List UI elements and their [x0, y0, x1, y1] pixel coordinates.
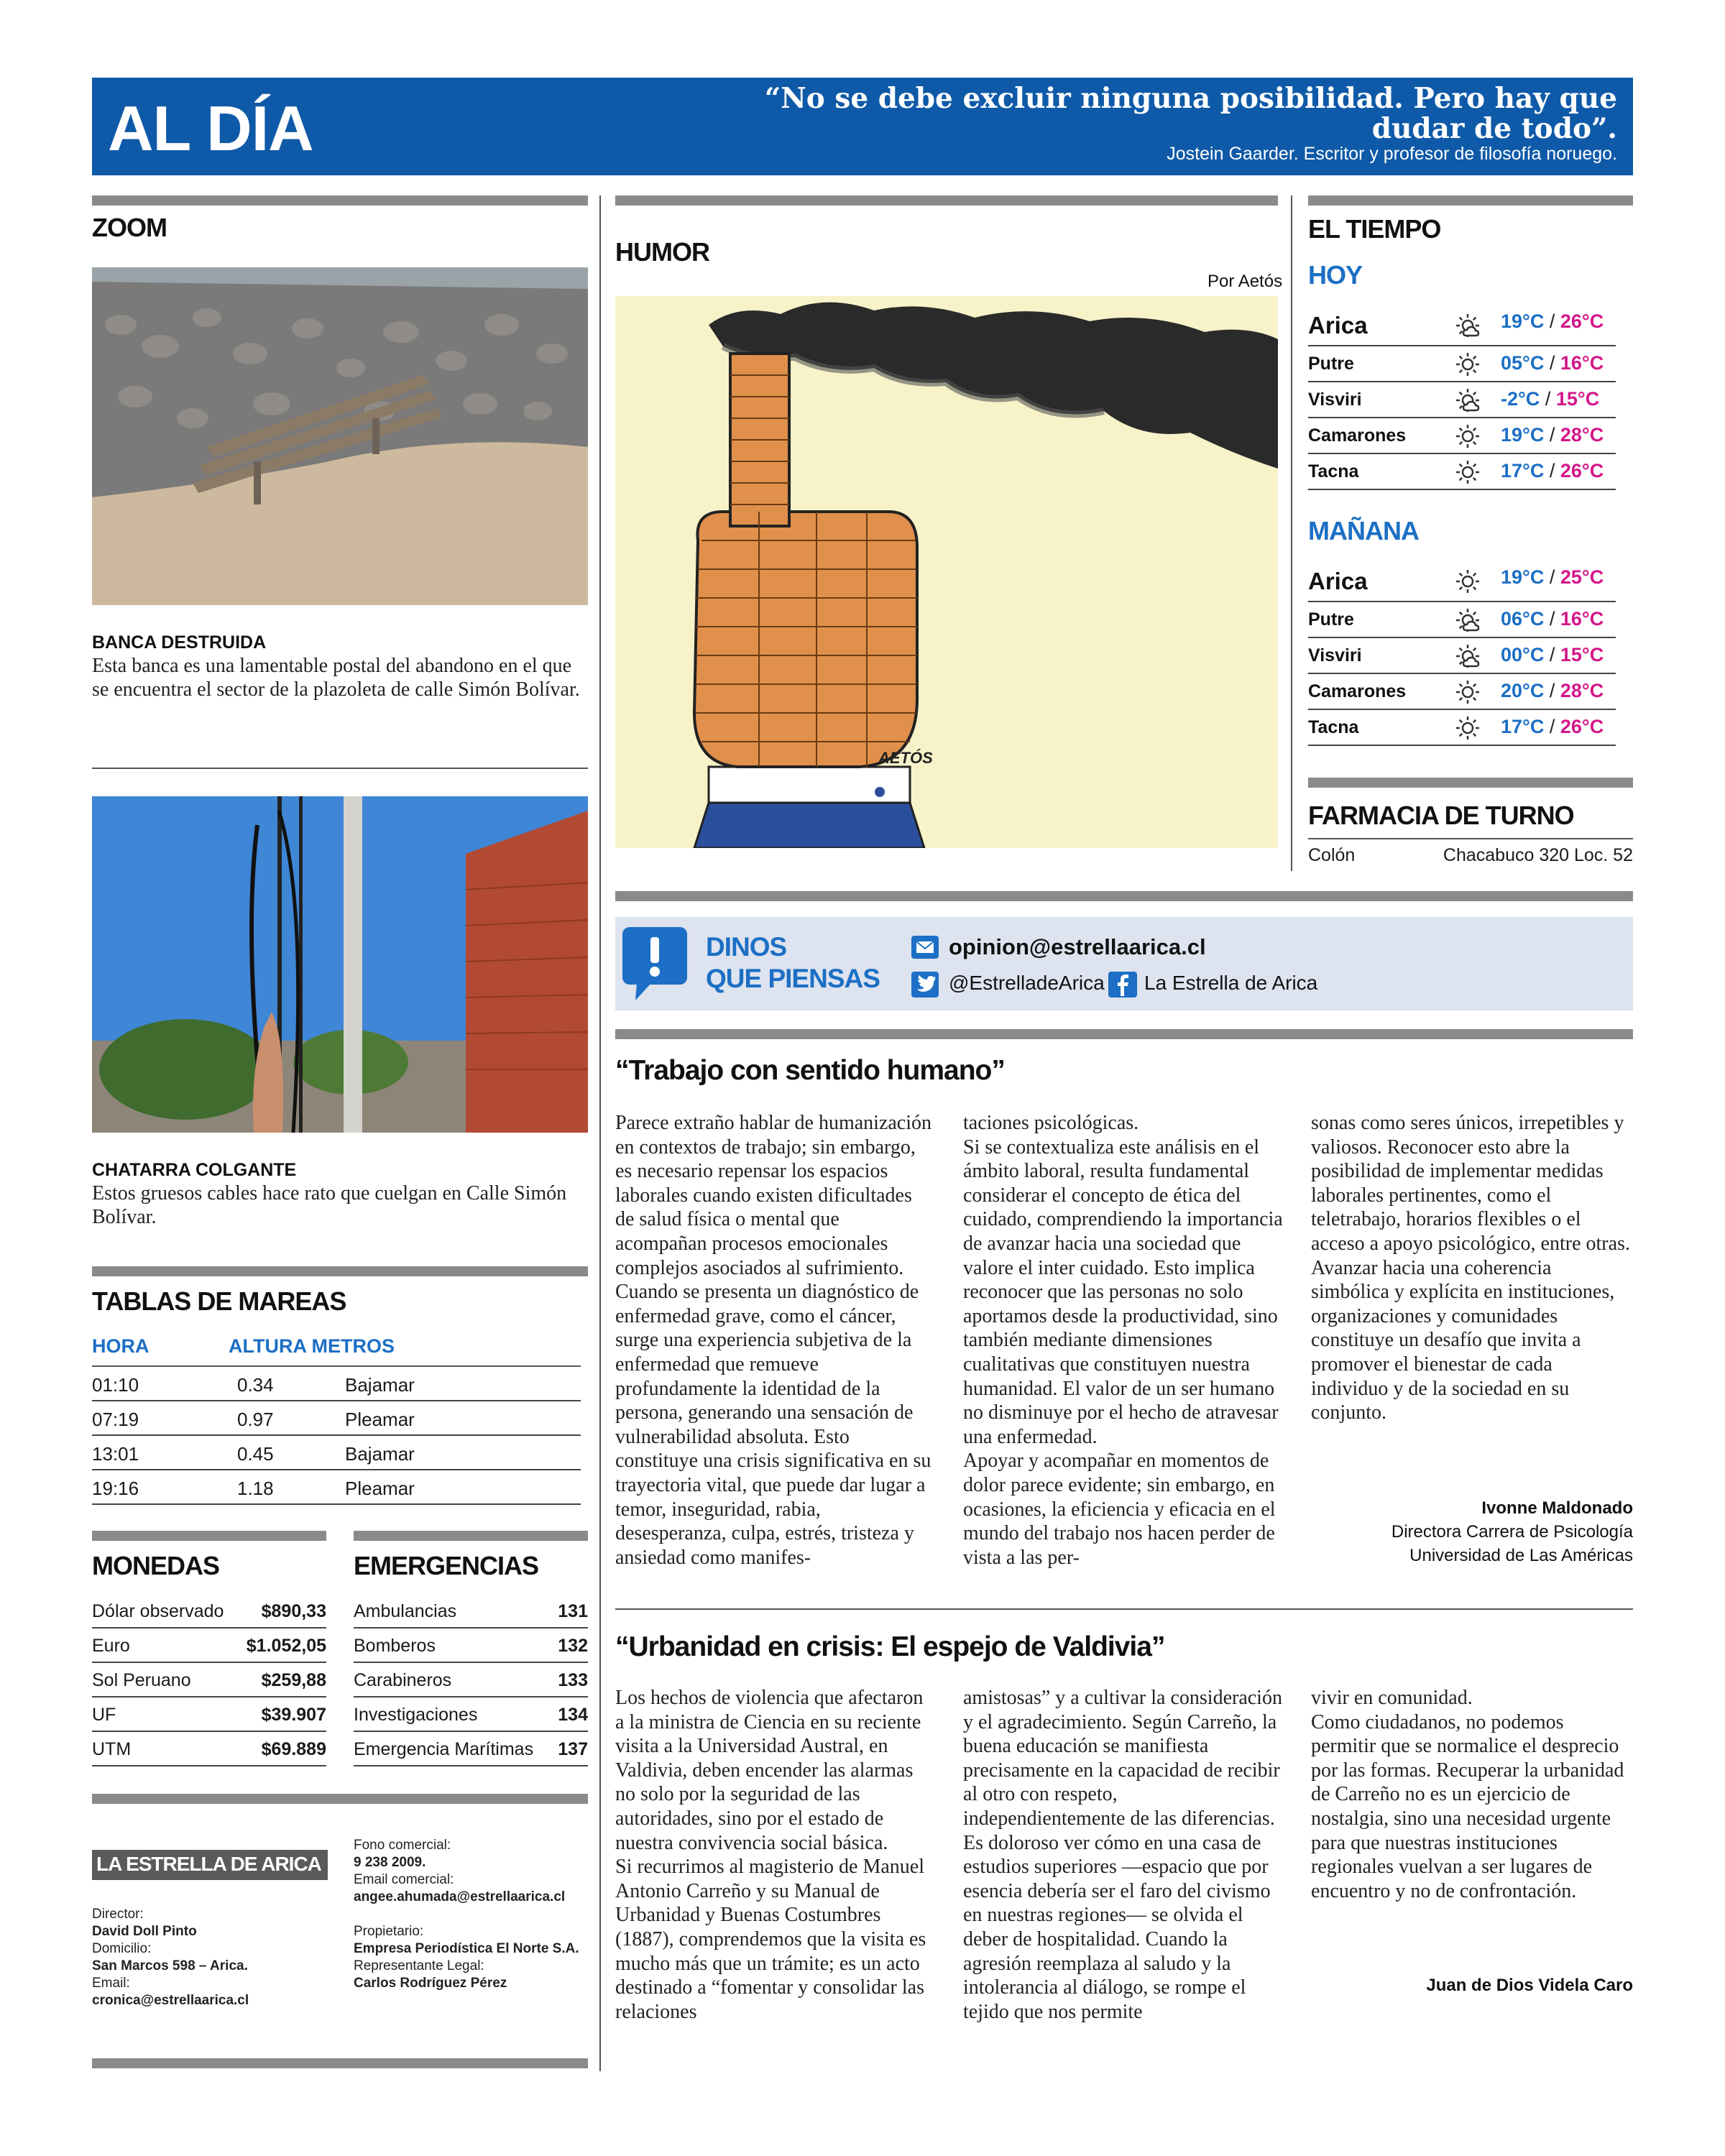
- caption-text: Estos gruesos cables hace rato que cuelgan en Calle Simón Bolívar.: [92, 1182, 567, 1228]
- humor-byline: Por Aetós: [1208, 272, 1283, 291]
- monedas-title: MONEDAS: [92, 1551, 220, 1580]
- divider: [1308, 838, 1633, 839]
- humor-cartoon: [615, 296, 1278, 848]
- sun-icon: [1452, 420, 1484, 452]
- section-title: AL DÍA: [108, 93, 313, 164]
- weather-city: Arica: [1308, 312, 1368, 338]
- section-rule: [92, 1794, 588, 1804]
- weather-city: Arica: [1308, 568, 1368, 594]
- humor-title: HUMOR: [615, 237, 709, 267]
- emergency-row: Carabineros 133: [354, 1663, 588, 1697]
- section-rule: [354, 1531, 588, 1541]
- dinos-twitter[interactable]: @EstrelladeArica: [949, 972, 1105, 994]
- weather-city: Putre: [1308, 609, 1354, 630]
- tides-title: TABLAS DE MAREAS: [92, 1286, 346, 1316]
- dinos-label: DINOS QUE PIENSAS: [706, 932, 880, 993]
- article-column: Los hechos de violencia que afectaron a la ministra de Ciencia en su reciente visita a la Universidad Austral, en Valdivia, deben encender las alarmas no solo por la seguridad de las autoridades, sino por el estado de nuestra convivencia social básica. Si recurrimos al magisterio de Manuel Antonio Carreño y su Manual de Urbanidad y Buenas Costumbres (1887), comprendemos que la visita es mucho más que un trámite; es un acto destinado a “fomentar y consolidar las relaciones: [615, 1687, 926, 2023]
- weather-row: [1308, 638, 1616, 674]
- emergency-row: Investigaciones 134: [354, 1697, 588, 1732]
- article-column: amistosas” y a cultivar la consideración y el agradecimiento. Según Carreño, la buena educación se manifiesta precisamente en la capacidad de recibir al otro con respeto, independientemente de las diferencias. Es doloroso ver cómo en una casa de estudios superiores —espacio que por esencia debería ser el faro del civismo en nuestras regiones— se olvida el deber de hospitalidad. Cuando la agresión reemplaza al saludo y la intolerancia al diálogo, se rompe el tejido que nos permite: [963, 1687, 1282, 2023]
- weather-title: EL TIEMPO: [1308, 214, 1441, 244]
- twitter-icon: [911, 972, 939, 998]
- article-signature: Juan de Dios Videla Caro: [1426, 1976, 1633, 1995]
- photo-hanging-cables: [92, 796, 588, 1133]
- divider: [92, 768, 588, 769]
- section-header-banner: [92, 78, 1633, 175]
- tides-col-hora: HORA: [92, 1335, 150, 1357]
- weather-temps: 19°C / 26°C: [1501, 310, 1604, 332]
- weather-row: [1308, 346, 1616, 382]
- weather-temps: 19°C / 25°C: [1501, 566, 1604, 588]
- weather-row: [1308, 710, 1616, 746]
- article-signature: Ivonne Maldonado Directora Carrera de Psicología Universidad de Las Américas: [1391, 1498, 1633, 1565]
- emergencias-title: EMERGENCIAS: [354, 1551, 539, 1580]
- article-column: vivir en comunidad. Como ciudadanos, no podemos permitir que se normalice el desprecio por las formas. Recuperar la urbanidad de Carreño no es un ejercicio de nostalgia, sino una necesidad urgente para que nuestras instituciones regionales vuelvan a ser lugares de encuentro y no de confrontación.: [1311, 1687, 1624, 1902]
- weather-row: [1308, 305, 1616, 346]
- sun-icon: [1452, 456, 1484, 488]
- weather-row: [1308, 561, 1616, 602]
- weather-row: [1308, 382, 1616, 418]
- cartoon-signature: AETÓS: [878, 749, 933, 767]
- dinos-facebook[interactable]: La Estrella de Arica: [1144, 972, 1318, 994]
- article-title: “Urbanidad en crisis: El espejo de Valdivia”: [615, 1631, 1165, 1662]
- farmacia-title: FARMACIA DE TURNO: [1308, 801, 1574, 830]
- section-rule: [615, 195, 1278, 206]
- weather-city: Visviri: [1308, 645, 1362, 665]
- weather-city: Putre: [1308, 354, 1354, 374]
- weather-temps: 06°C / 16°C: [1501, 608, 1604, 630]
- section-rule: [615, 891, 1633, 901]
- weather-today-label: HOY: [1308, 260, 1363, 290]
- caption-title: BANCA DESTRUIDA: [92, 632, 267, 653]
- column-divider: [1291, 195, 1292, 871]
- weather-row: [1308, 418, 1616, 454]
- section-rule: [92, 2058, 588, 2068]
- weather-city: Camarones: [1308, 681, 1407, 701]
- tides-col-altura: ALTURA METROS: [229, 1335, 395, 1357]
- header-quote: “No se debe excluir ninguna posibilidad. Pero hay que dudar de todo”.: [764, 82, 1617, 145]
- emergency-row: Bomberos 132: [354, 1628, 588, 1663]
- imprint-right: Fono comercial: 9 238 2009. Email comercial: angee.ahumada@estrellaarica.cl Propietario: Empresa Periodística El Norte S.A. Representante Legal: Carlos Rodríguez Pérez: [354, 1838, 579, 1991]
- tide-row: 07:19 0.97 Pleamar: [92, 1401, 581, 1436]
- caption-text: Esta banca es una lamentable postal del abandono en el que se encuentra el sector de la plazoleta de calle Simón Bolívar.: [92, 655, 580, 701]
- partly-cloudy-icon: [1452, 384, 1484, 416]
- weather-row: [1308, 674, 1616, 710]
- currency-row: Euro $1.052,05: [92, 1628, 326, 1663]
- sun-icon: [1452, 712, 1484, 744]
- farmacia-name: Colón: [1308, 845, 1356, 865]
- weather-temps: 05°C / 16°C: [1501, 352, 1604, 374]
- contact-banner: [615, 917, 1633, 1010]
- section-rule: [615, 1029, 1633, 1039]
- emergency-row: Ambulancias 131: [354, 1594, 588, 1628]
- currency-row: UTM $69.889: [92, 1732, 326, 1766]
- weather-temps: 19°C / 28°C: [1501, 424, 1604, 446]
- tide-row: 01:10 0.34 Bajamar: [92, 1367, 581, 1401]
- divider: [615, 1608, 1633, 1610]
- article-column: Parece extraño hablar de humanización en contextos de trabajo; sin embargo, es necesario repensar los espacios laborales cuando existen dificultades de salud física o mental que acompañan procesos emocionales complejos asociados al sufrimiento. Cuando se presenta un diagnóstico de enfermedad grave, como el cáncer, surge una experiencia subjetiva de la enfermedad que remueve profundamente la identidad de la persona, generando una sensación de vulnerabilidad absoluta. Esto constituye una crisis significativa en su trayectoria vital, que puede dar lugar a temor, inseguridad, rabia, desesperanza, culpa, estrés, tristeza y ansiedad como manifes-: [615, 1112, 932, 1569]
- weather-temps: 17°C / 26°C: [1501, 716, 1604, 737]
- weather-row: [1308, 602, 1616, 638]
- farmacia-address: Chacabuco 320 Loc. 52: [1443, 845, 1633, 865]
- currency-row: Sol Peruano $259,88: [92, 1663, 326, 1697]
- column-divider: [599, 195, 601, 2071]
- article-column: sonas como seres únicos, irrepetibles y valiosos. Reconocer esto abre la posibilidad de implementar medidas laborales pertinentes, como el teletrabajo, horarios flexibles o el acceso a apoyo psicológico, entre otras. Avanzar hacia una coherencia simbólica y explícita en instituciones, organizaciones y comunidades constituye un desafío que invita a promover el bienestar de cada individuo y de la sociedad en su conjunto.: [1311, 1112, 1630, 1424]
- tide-row: 13:01 0.45 Bajamar: [92, 1436, 581, 1470]
- weather-temps: 17°C / 26°C: [1501, 460, 1604, 482]
- newspaper-logo: LA ESTRELLA DE ARICA: [92, 1850, 328, 1880]
- weather-row: [1308, 454, 1616, 490]
- section-rule: [1308, 195, 1633, 206]
- caption-title: CHATARRA COLGANTE: [92, 1160, 297, 1180]
- weather-temps: -2°C / 15°C: [1501, 388, 1600, 410]
- partly-cloudy-icon: [1452, 310, 1484, 341]
- sun-icon: [1452, 566, 1484, 597]
- section-rule: [92, 1531, 326, 1541]
- sun-icon: [1452, 676, 1484, 708]
- weather-temps: 20°C / 28°C: [1501, 680, 1604, 701]
- section-rule: [1308, 778, 1633, 788]
- section-rule: [92, 1266, 588, 1276]
- dinos-email[interactable]: opinion@estrellaarica.cl: [949, 934, 1206, 959]
- imprint-left: Director: David Doll Pinto Domicilio: San Marcos 598 – Arica. Email: cronica@estrellaarica.cl: [92, 1907, 249, 2008]
- emergency-row: Emergencia Marítimas 137: [354, 1732, 588, 1766]
- currency-row: Dólar observado $890,33: [92, 1594, 326, 1628]
- zoom-title: ZOOM: [92, 213, 167, 242]
- weather-tomorrow-label: MAÑANA: [1308, 516, 1419, 545]
- weather-city: Visviri: [1308, 390, 1362, 410]
- article-title: “Trabajo con sentido humano”: [615, 1055, 1005, 1086]
- weather-city: Tacna: [1308, 461, 1359, 482]
- partly-cloudy-icon: [1452, 640, 1484, 672]
- currency-row: UF $39.907: [92, 1697, 326, 1732]
- section-rule: [92, 195, 588, 206]
- weather-city: Camarones: [1308, 425, 1407, 446]
- email-icon: [911, 936, 939, 959]
- partly-cloudy-icon: [1452, 604, 1484, 636]
- sun-icon: [1452, 349, 1484, 380]
- exclamation-bubble-icon: [622, 927, 687, 1000]
- photo-broken-bench: [92, 267, 588, 605]
- tide-row: 19:16 1.18 Pleamar: [92, 1470, 581, 1505]
- weather-temps: 00°C / 15°C: [1501, 644, 1604, 665]
- header-quote-author: Jostein Gaarder. Escritor y profesor de filosofía noruego.: [1167, 144, 1617, 164]
- article-column: taciones psicológicas. Si se contextualiza este análisis en el ámbito laboral, resulta fundamental considerar el concepto de ética del cuidado, comprendiendo la importancia de avanzar hacia una sociedad que valore el inter cuidado. Esto implica reconocer que las personas no solo aportamos desde la productividad, sino también mediante dimensiones cualitativas que constituyen nuestra humanidad. El valor de un ser humano no disminuye por el hecho de atravesar una enfermedad. Apoyar y acompañar en momentos de dolor parece evidente; sin embargo, en ocasiones, la eficiencia y eficacia en el mundo del trabajo nos hacen perder de vista a las per-: [963, 1112, 1283, 1569]
- weather-city: Tacna: [1308, 717, 1359, 737]
- facebook-icon: [1108, 972, 1137, 998]
